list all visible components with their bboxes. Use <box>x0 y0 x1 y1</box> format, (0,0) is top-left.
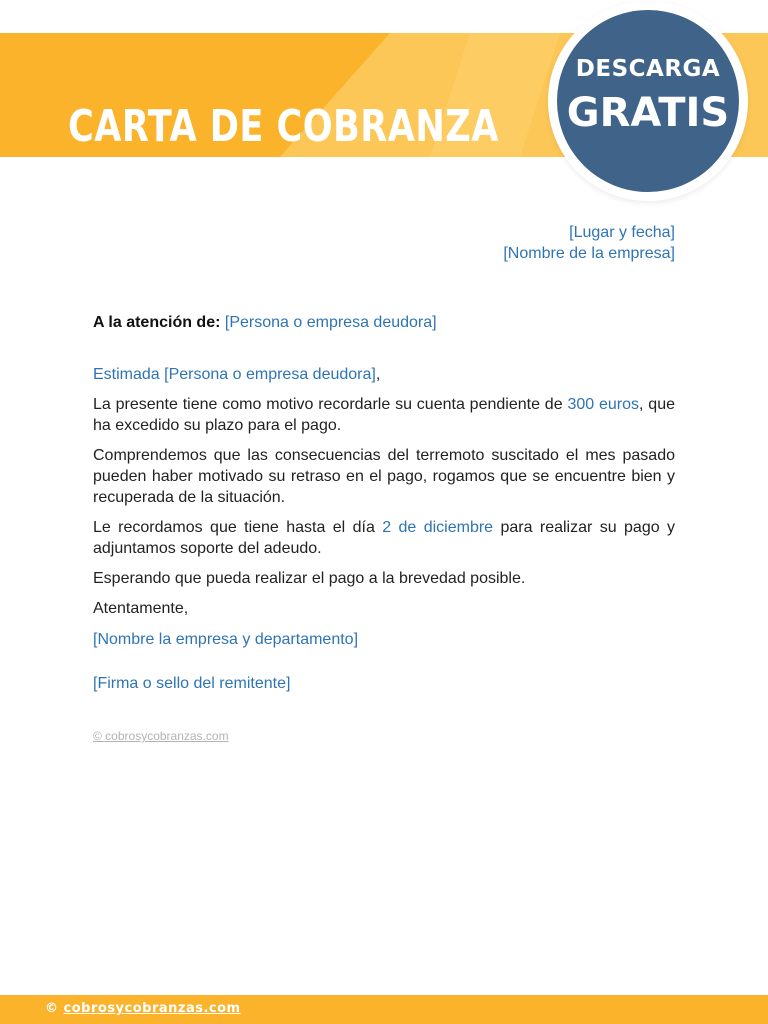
footer-bar <box>0 995 768 1024</box>
closing: Atentamente, <box>93 600 189 617</box>
greeting-comma: , <box>375 366 381 383</box>
letter-body <box>93 222 675 744</box>
badge-label-free: GRATIS <box>566 90 730 136</box>
paragraph-deadline <box>93 517 675 559</box>
paragraph-amount <box>93 394 675 436</box>
attention-label: A la atención de: <box>93 314 221 331</box>
copyright-symbol: © <box>45 1001 59 1016</box>
paragraph-deadline-text-end: para realizar su pago y adjuntamos soporte del adeudo. <box>93 519 676 557</box>
greeting-recipient: [Persona o empresa deudora] <box>164 366 376 383</box>
company-name: [Nombre de la empresa] <box>503 245 675 262</box>
paragraph-amount-text-start: La presente tiene como motivo recordarle su cuenta pendiente de <box>93 396 568 413</box>
paragraph-amount-text-end: , que ha excedido su plazo para el pago. <box>93 396 675 434</box>
signature-placeholder: [Firma o sello del remitente] <box>93 675 291 692</box>
attention-recipient: [Persona o empresa deudora] <box>224 314 437 331</box>
download-badge[interactable] <box>548 1 748 201</box>
greeting-prefix: Estimada <box>93 366 165 383</box>
badge-circle <box>557 10 739 192</box>
place-date: [Lugar y fecha] <box>569 224 675 241</box>
greeting <box>93 364 675 385</box>
paragraph-deadline-text-start: Le recordamos que tiene hasta el día <box>93 519 383 536</box>
due-date: 2 de diciembre <box>382 519 494 536</box>
paragraph-request: Esperando que pueda realizar el pago a la brevedad posible. <box>93 570 526 587</box>
attention-line <box>93 312 675 333</box>
footer-link[interactable]: cobrosycobranzas.com <box>63 1001 241 1016</box>
footer-credit <box>45 1001 241 1016</box>
badge-label-download: DESCARGA <box>575 56 721 82</box>
sender-department: [Nombre la empresa y departamento] <box>93 631 359 648</box>
debt-amount: 300 euros <box>567 396 640 413</box>
credit-link[interactable]: © cobrosycobranzas.com <box>93 729 229 743</box>
paragraph-circumstances: Comprendemos que las consecuencias del terremoto suscitado el mes pasado pueden haber motivado su retraso en el pago, rogamos que se encuentre bien y recuperada de la situación. <box>93 447 675 506</box>
page-title: CARTA DE COBRANZA <box>68 101 499 152</box>
